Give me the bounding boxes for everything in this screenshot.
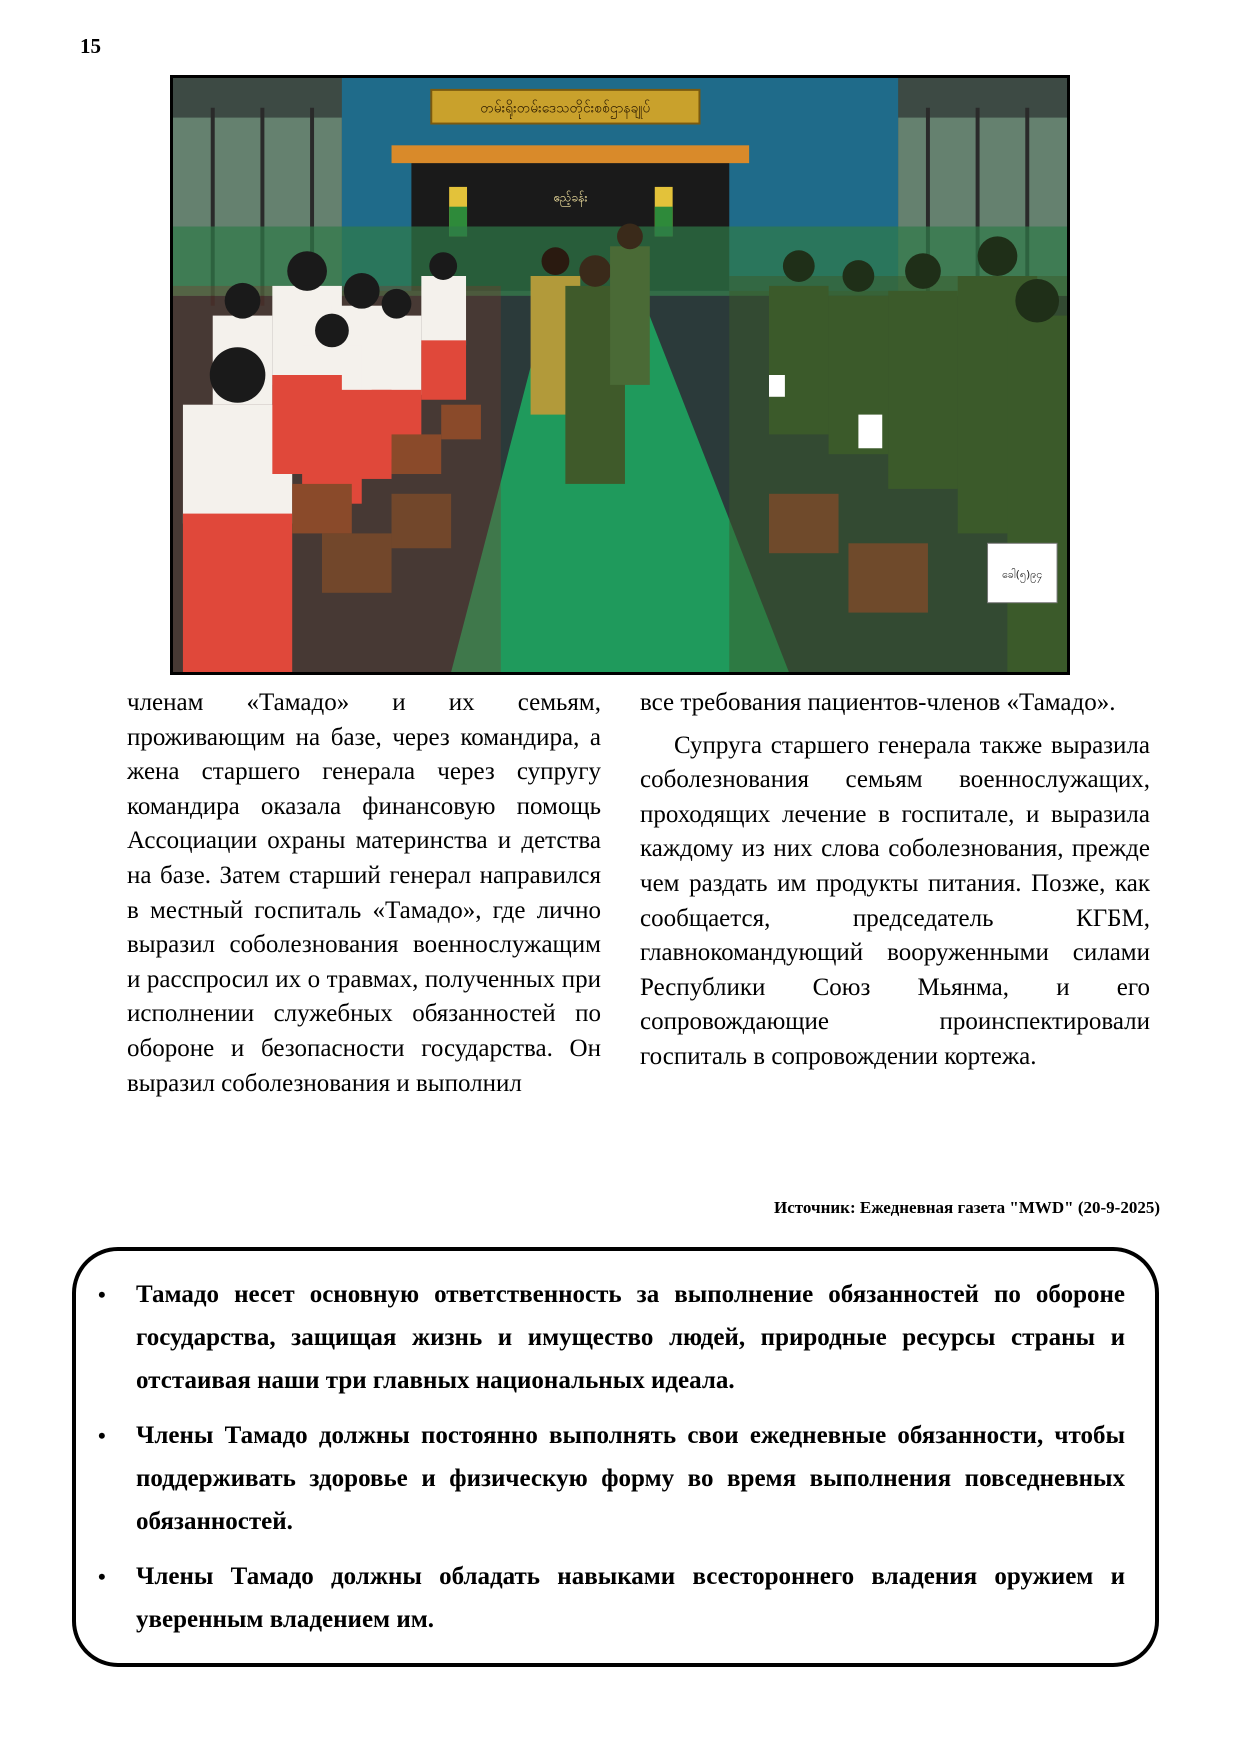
page-number: 15	[80, 34, 101, 58]
sign-text: ခေါ(၅)၉၄	[1002, 567, 1043, 581]
hall-photo-illustration	[173, 78, 1067, 672]
key-point-item	[98, 1273, 1125, 1402]
article-paragraph: Супруга старшего генерала также выразила соболезнования семьям военнослужащих, проходящих лечение в госпитале, и выразила каждому из них слова соболезнования, прежде чем раздать им продукты питания. Позже, как сообщается, председатель КГБМ, главнокомандующий вооруженными силами Республики Союз Мьянма, и его сопровождающие проинспектировали госпиталь в сопровождении кортежа.	[640, 731, 1150, 1070]
article-left-column	[127, 686, 601, 1101]
key-point-text: Члены Тамадо должны постоянно выполнять свои ежедневные обязанности, чтобы поддерживать здоровье и физическую форму во время выполнения повседневных обязанностей.	[136, 1422, 1125, 1535]
article-paragraph: членам «Тамадо» и их семьям, проживающим на базе, через командира, а жена старшего генерала через супругу командира оказала финансовую помощь Ассоциации охраны материнства и детства на базе. Затем старший генерал направился в местный госпиталь «Тамадо», где лично выразил соболезнования военнослужащим и расспросил их о травмах, полученных при исполнении служебных обязанностей по обороне и безопасности государства. Он выразил соболезнования и выполнил	[127, 689, 601, 1097]
key-points-box	[72, 1247, 1159, 1667]
bullet-icon: •	[98, 1282, 106, 1307]
key-point-text: Тамадо несет основную ответственность за выполнение обязанностей по обороне государства, защищая жизнь и имущество людей, природные ресурсы страны и отстаивая наши три главных национальных идеала.	[136, 1281, 1125, 1394]
source-credit: Источник: Ежедневная газета "MWD" (20-9-2025)	[774, 1198, 1160, 1217]
key-point-text: Члены Тамадо должны обладать навыками всестороннего владения оружием и уверенным владением им.	[136, 1563, 1125, 1633]
key-points-list	[76, 1251, 1155, 1641]
bullet-icon: •	[98, 1564, 106, 1589]
key-point-item	[98, 1414, 1125, 1543]
key-point-item	[98, 1555, 1125, 1641]
news-photo	[170, 75, 1070, 675]
banner-text: တမ်းရိုးတမ်းဒေသတိုင်းစစ်ဌာနချုပ်	[480, 100, 651, 117]
stage-text: ဧည့်ခန်း	[553, 190, 588, 205]
article-paragraph: все требования пациентов-членов «Тамадо».	[640, 689, 1116, 716]
article-right-column	[640, 686, 1150, 1075]
bullet-icon: •	[98, 1423, 106, 1448]
